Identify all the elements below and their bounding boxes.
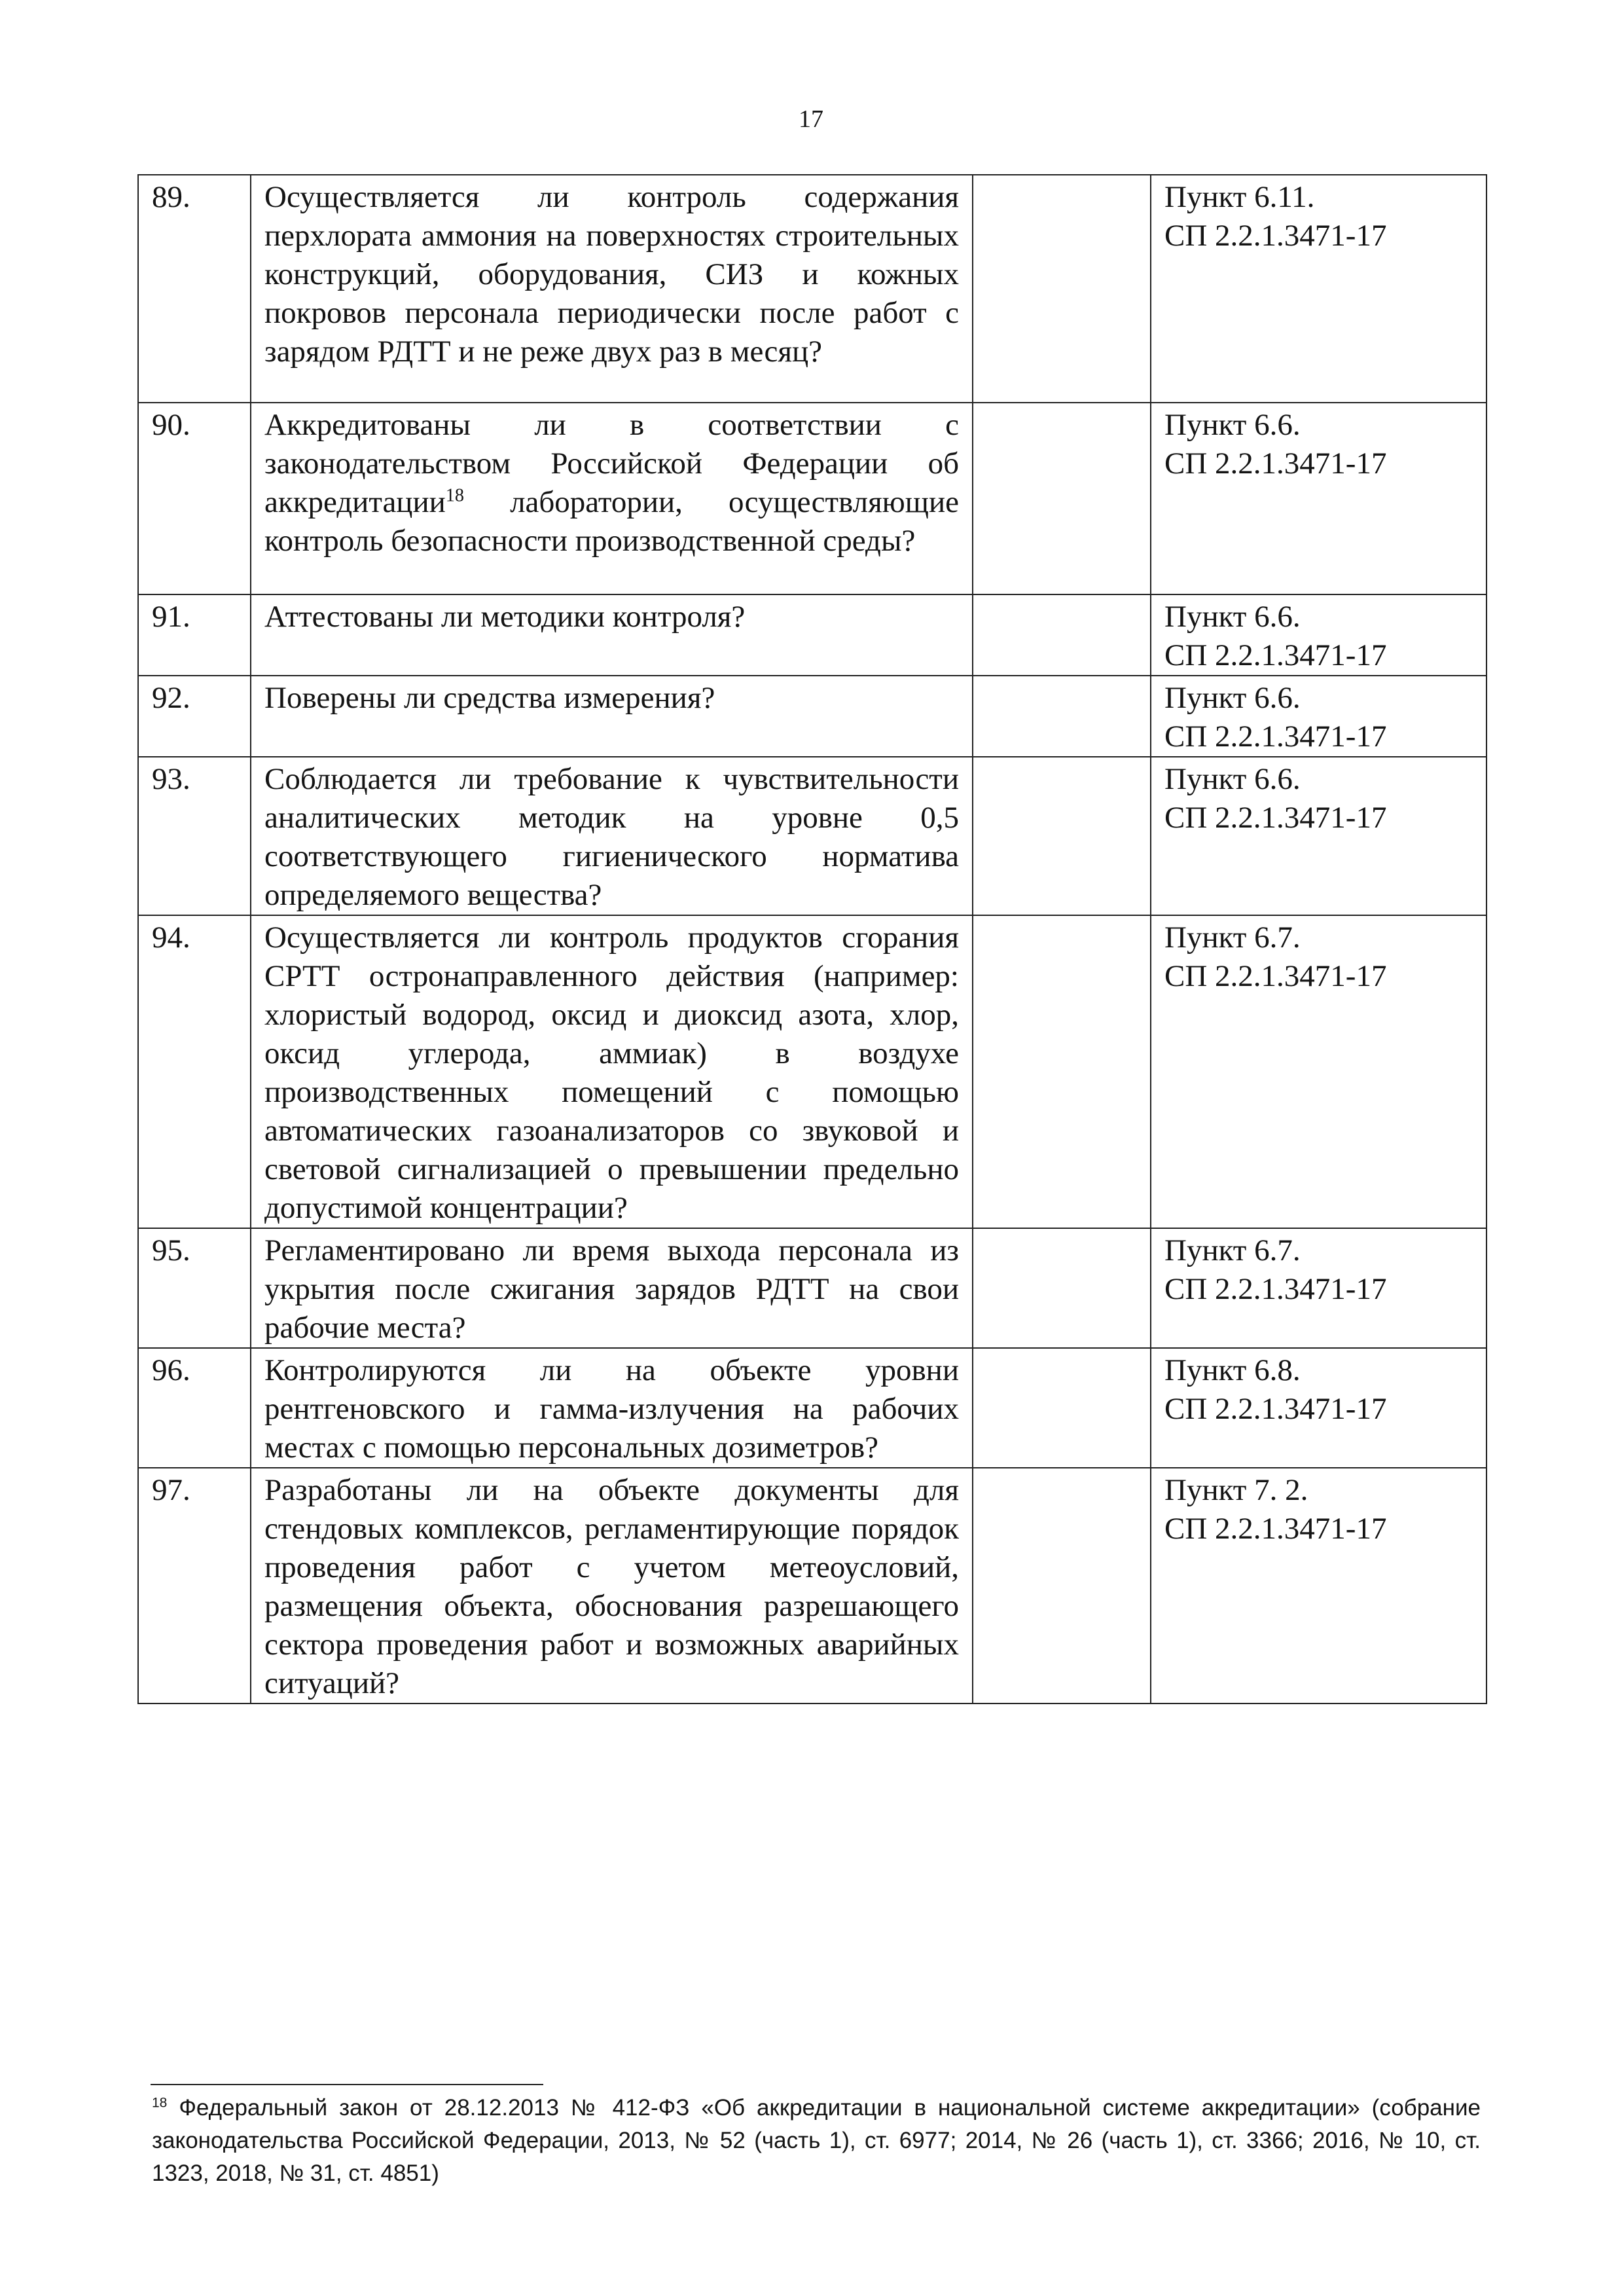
row-number: 90. <box>138 403 251 594</box>
answer-cell <box>973 403 1151 594</box>
reference-point: Пункт 7. 2. <box>1164 1473 1308 1507</box>
reference-point: Пункт 6.11. <box>1164 180 1315 214</box>
reference-cell <box>1151 1228 1487 1348</box>
footnote-mark: 18 <box>152 2095 168 2111</box>
table-row <box>138 175 1487 403</box>
reference-document: СП 2.2.1.3471-17 <box>1164 801 1387 835</box>
answer-cell <box>973 1468 1151 1704</box>
reference-document: СП 2.2.1.3471-17 <box>1164 638 1387 672</box>
table-row <box>138 676 1487 757</box>
footnote-reference[interactable]: 18 <box>445 485 464 506</box>
reference-cell <box>1151 915 1487 1228</box>
page-number: 17 <box>799 105 823 133</box>
question-text: Контролируются ли на объекте уровни рентгеновского и гамма-излучения на рабочих местах с помощью персональных дозиметров? <box>251 1348 973 1468</box>
question-text-part: лаборатории, осуществляющие контроль безопасности производственной среды? <box>264 485 959 558</box>
reference-cell <box>1151 1468 1487 1704</box>
reference-cell <box>1151 757 1487 915</box>
footnote-text: Федеральный закон от 28.12.2013 № 412-ФЗ «Об аккредитации в национальной системе аккредитации» (собрание законодательства Российской Федерации, 2013, № 52 (часть 1), ст. 6977; 2014, № 26 (часть 1), ст. 3366; 2016, № 10, ст. 1323, 2018, № 31, ст. 4851) <box>152 2095 1481 2186</box>
reference-cell <box>1151 175 1487 403</box>
row-number: 89. <box>138 175 251 403</box>
table-row <box>138 403 1487 594</box>
reference-document: СП 2.2.1.3471-17 <box>1164 219 1387 253</box>
row-number: 93. <box>138 757 251 915</box>
reference-point: Пункт 6.8. <box>1164 1353 1301 1387</box>
table-row <box>138 757 1487 915</box>
reference-document: СП 2.2.1.3471-17 <box>1164 720 1387 754</box>
reference-document: СП 2.2.1.3471-17 <box>1164 446 1387 481</box>
question-text <box>251 403 973 594</box>
question-text: Осуществляется ли контроль содержания перхлората аммония на поверхностях строительных конструкций, оборудования, СИЗ и кожных покровов персонала периодически после работ с зарядом РДТТ и не реже двух раз в месяц? <box>251 175 973 403</box>
reference-cell <box>1151 403 1487 594</box>
table-row <box>138 594 1487 676</box>
question-text: Осуществляется ли контроль продуктов сгорания СРТТ остронаправленного действия (например: хлористый водород, оксид и диоксид азота, хлор, оксид углерода, аммиак) в воздухе производственных помещений с помощью автоматических газоанализаторов со звуковой и световой сигнализацией о превышении предельно допустимой концентрации? <box>251 915 973 1228</box>
reference-cell <box>1151 676 1487 757</box>
reference-point: Пункт 6.6. <box>1164 600 1301 634</box>
question-text: Соблюдается ли требование к чувствительности аналитических методик на уровне 0,5 соответствующего гигиенического норматива определяемого вещества? <box>251 757 973 915</box>
table-row <box>138 1468 1487 1704</box>
footnote <box>152 2092 1481 2190</box>
reference-document: СП 2.2.1.3471-17 <box>1164 1272 1387 1306</box>
question-text: Поверены ли средства измерения? <box>251 676 973 757</box>
row-number: 97. <box>138 1468 251 1704</box>
row-number: 92. <box>138 676 251 757</box>
question-text-part: Аккредитованы ли в соответствии с законодательством Российской Федерации об аккредитации <box>264 408 959 519</box>
answer-cell <box>973 1348 1151 1468</box>
answer-cell <box>973 676 1151 757</box>
reference-document: СП 2.2.1.3471-17 <box>1164 1512 1387 1546</box>
table-row <box>138 1228 1487 1348</box>
answer-cell <box>973 915 1151 1228</box>
answer-cell <box>973 175 1151 403</box>
question-text: Аттестованы ли методики контроля? <box>251 594 973 676</box>
reference-point: Пункт 6.6. <box>1164 408 1301 442</box>
reference-point: Пункт 6.6. <box>1164 762 1301 796</box>
question-text: Разработаны ли на объекте документы для стендовых комплексов, регламентирующие порядок проведения работ с учетом метеоусловий, размещения объекта, обоснования разрешающего сектора проведения работ и возможных аварийных ситуаций? <box>251 1468 973 1704</box>
answer-cell <box>973 757 1151 915</box>
table-row <box>138 1348 1487 1468</box>
answer-cell <box>973 594 1151 676</box>
checklist-table <box>137 174 1487 1704</box>
reference-document: СП 2.2.1.3471-17 <box>1164 1392 1387 1426</box>
row-number: 94. <box>138 915 251 1228</box>
reference-cell <box>1151 594 1487 676</box>
table-row <box>138 915 1487 1228</box>
reference-point: Пункт 6.7. <box>1164 1233 1301 1267</box>
reference-document: СП 2.2.1.3471-17 <box>1164 959 1387 993</box>
footnote-separator <box>151 2084 543 2085</box>
reference-cell <box>1151 1348 1487 1468</box>
answer-cell <box>973 1228 1151 1348</box>
question-text: Регламентировано ли время выхода персонала из укрытия после сжигания зарядов РДТТ на свои рабочие места? <box>251 1228 973 1348</box>
reference-point: Пункт 6.7. <box>1164 920 1301 955</box>
reference-point: Пункт 6.6. <box>1164 681 1301 715</box>
row-number: 96. <box>138 1348 251 1468</box>
row-number: 95. <box>138 1228 251 1348</box>
row-number: 91. <box>138 594 251 676</box>
